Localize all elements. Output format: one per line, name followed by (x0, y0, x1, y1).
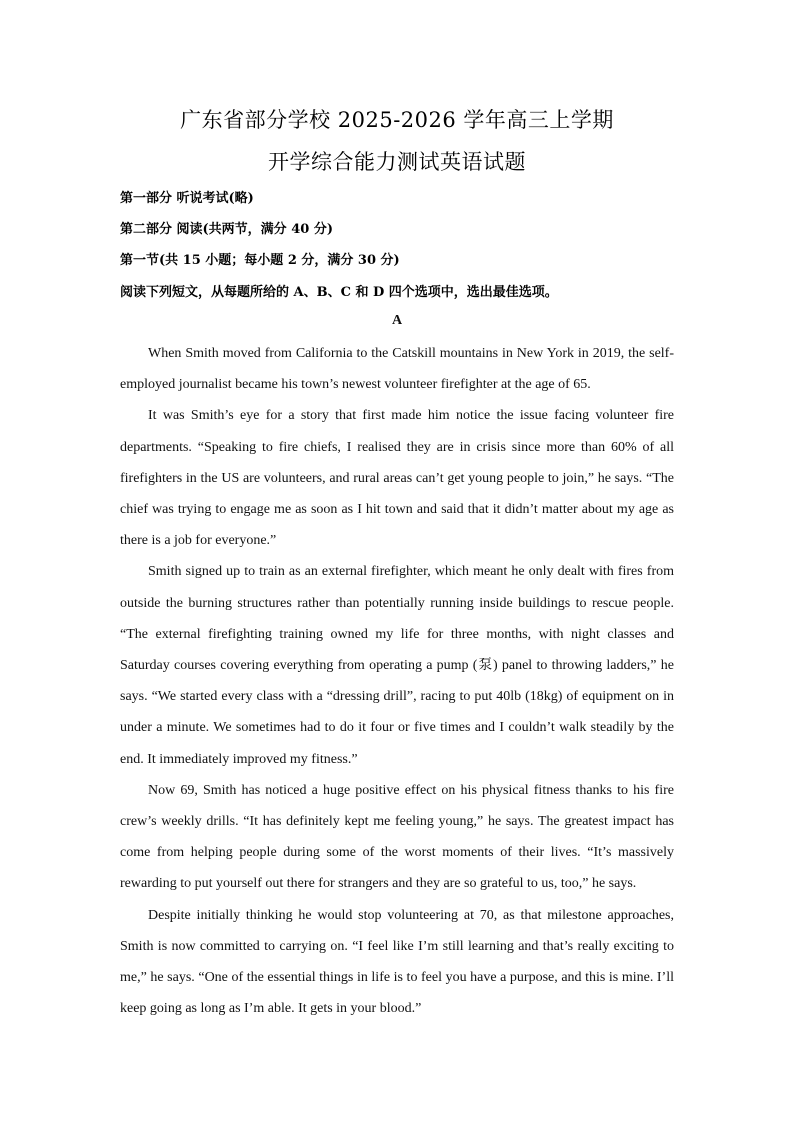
passage-paragraph: Despite initially thinking he would stop volunteering at 70, as that milestone approaches, Smith is now committed to carrying on. “I feel like I’m still learning and that’s really exciting to me,” he says. “One of the essential things in life is to feel you have a purpose, and this is mine. I’ll keep going as long as I’m able. It gets in your blood.” (120, 907, 674, 1017)
passage-label: A (391, 313, 403, 328)
passage-paragraph: Smith signed up to train as an external firefighter, which meant he only dealt with fires from outside the burning structures rather than potentially running inside buildings to rescue people. “The external firefighting training owned my life for three months, with night classes and Saturday courses covering everything from operating a pump (泵) panel to throwing ladders,” he says. “We started every class with a “dressing drill”, racing to put 40lb (18kg) of equipment on in under a minute. We sometimes had to do it four or five times and I couldn’t walk steadily by the end. It immediately improved my fitness.” (120, 564, 674, 767)
passage-paragraph: Now 69, Smith has noticed a huge positive effect on his physical fitness thanks to his fire crew’s weekly drills. “It has definitely kept me feeling young,” he says. The greatest impact has come from helping people during some of the worst moments of their lives. “It’s massively rewarding to put yourself out there for strangers and they are so grateful to us, too,” he says. (120, 782, 674, 892)
passage-paragraph: When Smith moved from California to the Catskill mountains in New York in 2019, the self-employed journalist became his town’s newest volunteer firefighter at the age of 65. (120, 346, 674, 393)
reading-instruction: 阅读下列短文，从每题所给的 A、B、C 和 D 四个选项中，选出最佳选项。 (120, 285, 558, 300)
part2-heading: 第二部分 阅读(共两节，满分 40 分) (120, 222, 333, 237)
exam-title-line1: 广东省部分学校 2025-2026 学年高三上学期 (180, 108, 614, 132)
passage-body (120, 338, 674, 1024)
passage-paragraph: It was Smith’s eye for a story that first made him notice the issue facing volunteer fire departments. “Speaking to fire chiefs, I realised they are in crisis since more than 60% of all firefighters in the US are volunteers, and rural areas can’t get young people to join,” he says. “The chief was trying to engage me as soon as I hit town and said that it didn’t matter about my age as there is a job for everyone.” (120, 408, 674, 549)
section1-heading: 第一节(共 15 小题；每小题 2 分，满分 30 分) (120, 253, 400, 268)
exam-title-line2: 开学综合能力测试英语试题 (268, 150, 526, 174)
part1-heading: 第一部分 听说考试(略) (120, 191, 254, 206)
